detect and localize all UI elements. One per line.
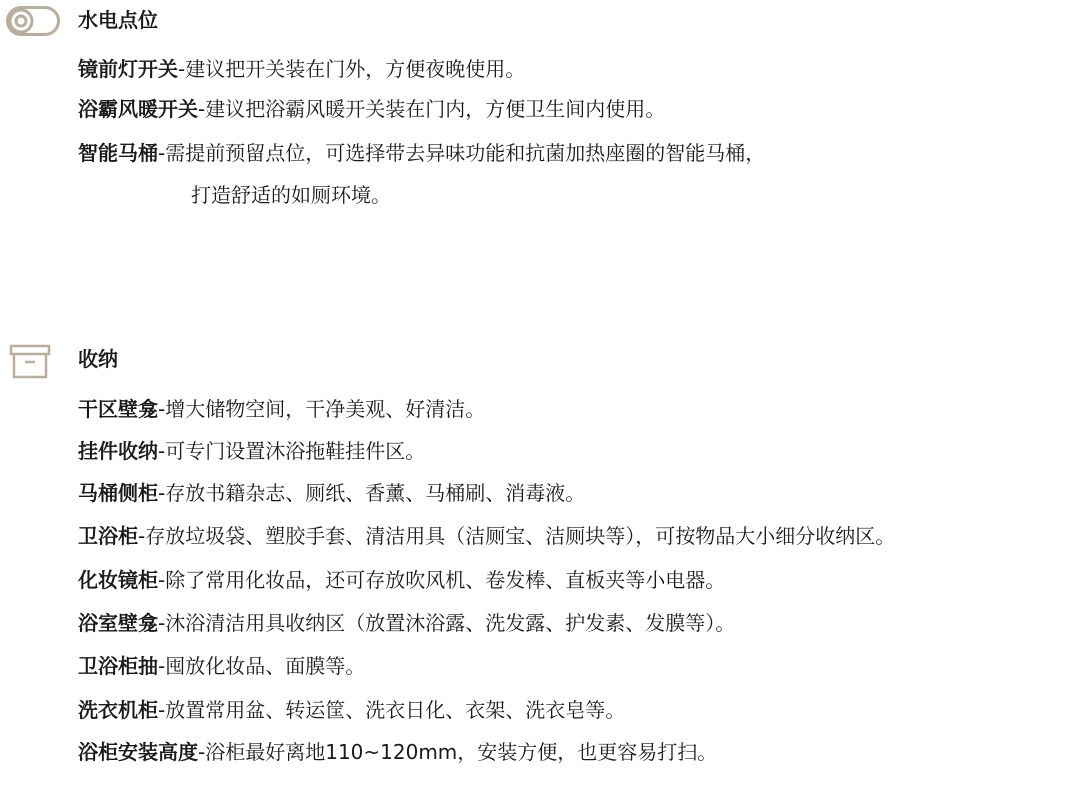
item-description: 沐浴清洁用具收纳区（放置沐浴露、洗发露、护发素、发膜等）。	[165, 611, 736, 635]
item-title: 挂件收纳	[78, 439, 158, 463]
item-separator: -	[158, 611, 166, 635]
list-item	[78, 394, 485, 424]
item-separator: -	[158, 654, 166, 678]
list-item	[78, 436, 425, 466]
section-title: 水电点位	[78, 8, 158, 32]
item-separator: -	[158, 397, 166, 421]
item-description: 除了常用化妆品，还可存放吹风机、卷发棒、直板夹等小电器。	[165, 568, 726, 592]
list-item	[78, 565, 725, 595]
storage-section	[0, 342, 1080, 378]
item-separator: -	[158, 481, 166, 505]
toggle-icon	[6, 6, 60, 36]
item-description: 需提前预留点位，可选择带去异味功能和抗菌加热座圈的智能马桶，	[165, 141, 766, 165]
item-separator: -	[138, 524, 146, 548]
item-title: 卫浴柜	[78, 524, 138, 548]
item-description: 建议把开关装在门外，方便夜晚使用。	[185, 57, 526, 81]
item-description: 囤放化妆品、面膜等。	[165, 654, 366, 678]
item-title: 镜前灯开关	[78, 57, 178, 81]
item-title: 浴柜安装高度	[78, 740, 198, 764]
item-description: 可专门设置沐浴拖鞋挂件区。	[165, 439, 426, 463]
item-separator: -	[198, 740, 206, 764]
item-title: 化妆镜柜	[78, 568, 158, 592]
list-item	[78, 521, 895, 551]
item-title: 浴霸风暖开关	[78, 97, 198, 121]
item-title: 智能马桶	[78, 141, 158, 165]
water-electric-section	[0, 2, 1080, 38]
item-title: 马桶侧柜	[78, 481, 158, 505]
list-item	[78, 138, 765, 168]
item-separator: -	[178, 57, 186, 81]
item-description: 浴柜最好离地110~120mm，安装方便，也更容易打扫。	[205, 740, 718, 764]
section-title: 收纳	[78, 347, 118, 371]
item-separator: -	[158, 698, 166, 722]
item-description: 建议把浴霸风暖开关装在门内，方便卫生间内使用。	[205, 97, 666, 121]
item-separator: -	[198, 97, 206, 121]
item-title: 卫浴柜抽	[78, 654, 158, 678]
item-title: 干区壁龛	[78, 397, 158, 421]
item-description: 存放书籍杂志、厕纸、香薰、马桶刷、消毒液。	[165, 481, 586, 505]
list-item	[78, 54, 525, 84]
list-item	[78, 651, 365, 681]
item-title: 洗衣机柜	[78, 698, 158, 722]
list-item	[78, 94, 665, 124]
list-item	[78, 608, 735, 638]
item-separator: -	[158, 439, 166, 463]
list-item	[78, 695, 625, 725]
list-item	[78, 478, 585, 508]
item-description: 增大储物空间，干净美观、好清洁。	[165, 397, 486, 421]
storage-box-icon	[8, 344, 52, 380]
water-electric-header	[0, 2, 1080, 38]
item-separator: -	[158, 568, 166, 592]
item-title: 浴室壁龛	[78, 611, 158, 635]
list-item	[78, 737, 717, 767]
item-description: 放置常用盆、转运筐、洗衣日化、衣架、洗衣皂等。	[165, 698, 626, 722]
item-continuation: 打造舒适的如厕环境。	[191, 183, 391, 207]
storage-header	[0, 342, 1080, 378]
item-separator: -	[158, 141, 166, 165]
item-description: 存放垃圾袋、塑胶手套、清洁用具（洁厕宝、洁厕块等），可按物品大小细分收纳区。	[145, 524, 896, 548]
